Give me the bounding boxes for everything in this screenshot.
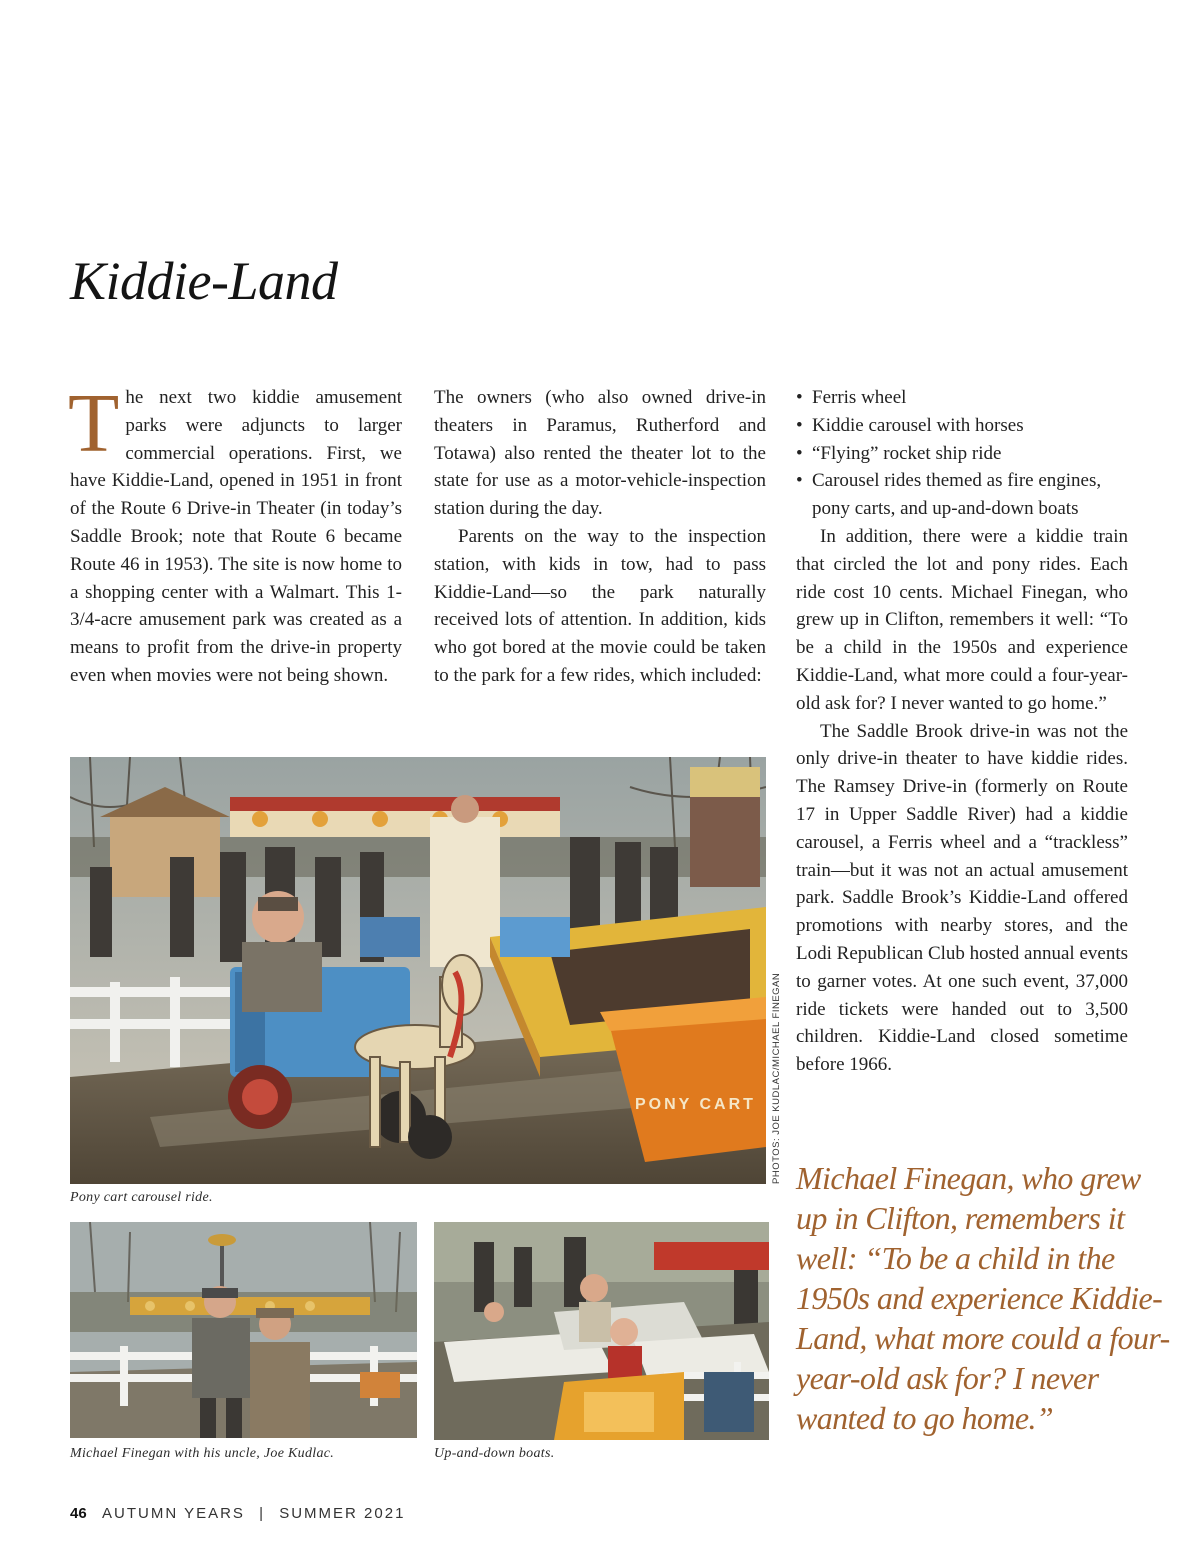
article-column-2 <box>434 384 766 690</box>
publication-name: AUTUMN YEARS <box>102 1505 245 1522</box>
footer-separator: | <box>259 1505 266 1522</box>
boats-illustration <box>434 1222 769 1440</box>
page-footer <box>70 1505 405 1522</box>
small-photo-1-caption: Michael Finegan with his uncle, Joe Kudlac. <box>70 1446 335 1461</box>
article-title: Kiddie-Land <box>70 251 338 311</box>
photo-credit: PHOTOS: JOE KUDLAC/MICHAEL FINEGAN <box>771 972 782 1184</box>
intro-text: he next two kiddie amusement parks were adjuncts to larger commercial operations. First, we have Kiddie-Land, opened in 1951 in front of the Route 6 Drive-in Theater (in today’s Saddle Brook; note that Route 6 became Route 46 in 1953). The site is now home to a shopping center with a Walmart. This 1-3/4-acre amusement park was created as a means to profit from the drive-in property even when movies were not being shown. <box>70 387 402 686</box>
train-paragraph: In addition, there were a kiddie train that circled the lot and pony rides. Each ride cost 10 cents. Michael Finegan, who grew up in Clifton, remembers it well: “To be a child in the 1950s and experience Kiddie-Land, what more could a four-year-old ask for? I never wanted to go home.” <box>796 525 1128 714</box>
list-item: • Carousel rides themed as fire engines, pony carts, and up-and-down boats <box>796 467 1128 523</box>
article-column-1 <box>68 377 402 690</box>
main-photo-caption: Pony cart carousel ride. <box>70 1190 213 1205</box>
small-photo-2-caption: Up-and-down boats. <box>434 1446 555 1461</box>
rides-list <box>796 384 1128 523</box>
boats-photo <box>434 1222 769 1440</box>
pony-cart-photo <box>70 757 766 1184</box>
drop-cap: T <box>68 377 120 470</box>
finegan-uncle-illustration <box>70 1222 417 1438</box>
article-column-3 <box>796 384 1128 1079</box>
finegan-uncle-photo <box>70 1222 417 1438</box>
issue-date: SUMMER 2021 <box>279 1505 406 1522</box>
list-item: • “Flying” rocket ship ride <box>796 440 1128 468</box>
list-item: • Ferris wheel <box>796 384 1128 412</box>
list-item: • Kiddie carousel with horses <box>796 412 1128 440</box>
intro-paragraph <box>68 377 402 690</box>
page-number: 46 <box>70 1505 87 1522</box>
owners-paragraph: The owners (who also owned drive-in theaters in Paramus, Rutherford and Totawa) also rented the theater lot to the state for use as a motor-vehicle-inspection station during the day. <box>434 387 766 520</box>
parents-paragraph: Parents on the way to the inspection station, with kids in tow, had to pass Kiddie-Land—so the park naturally received lots of attention. In addition, kids who got bored at the movie could be taken to the park for a few rides, which included: <box>434 525 766 686</box>
ramsey-paragraph: The Saddle Brook drive-in was not the only drive-in theater to have kiddie rides. The Ramsey Drive-in (formerly on Route 17 in Upper Saddle River) had a kiddie carousel, a Ferris wheel and a “trackless” train—but it was not an actual amusement park. Saddle Brook’s Kiddie-Land offered promotions with nearby stores, and the Lodi Republican Club hosted annual events to garner votes. At one such event, 37,000 ride tickets were handed out to 3,500 children. Kiddie-Land closed sometime before 1966. <box>796 720 1128 1076</box>
pony-cart-illustration <box>70 757 766 1184</box>
pony-cart-sign: PONY CART <box>635 1096 756 1113</box>
pull-quote: Michael Finegan, who grew up in Clifton, remembers it well: “To be a child in the 1950s and experience Kiddie-Land, what more could a four-year-old ask for? I never wanted to go home.” <box>796 1160 1170 1436</box>
